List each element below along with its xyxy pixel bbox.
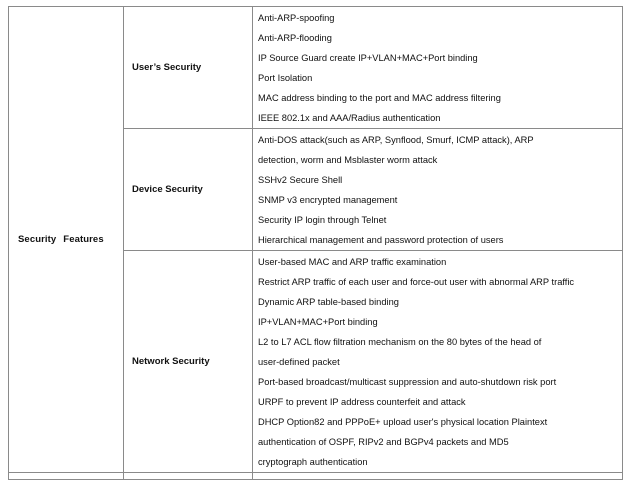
- table-row-users-security: [9, 7, 623, 129]
- detail-line: Hierarchical management and password protection of users: [258, 235, 504, 245]
- feature-category-label-word2: Features: [63, 234, 104, 245]
- group-details-cell: [253, 7, 623, 129]
- detail-line: Anti-ARP-spoofing: [258, 13, 335, 23]
- detail-line: User-based MAC and ARP traffic examination: [258, 257, 447, 267]
- group-name-label: User’s Security: [132, 62, 202, 73]
- detail-line: Anti-ARP-flooding: [258, 33, 332, 43]
- group-name-cell: [124, 7, 253, 129]
- detail-line: cryptograph authentication: [258, 457, 368, 467]
- security-features-table: [8, 6, 623, 480]
- detail-line: Port Isolation: [258, 73, 313, 83]
- detail-line: authentication of OSPF, RIPv2 and BGPv4 packets and MD5: [258, 437, 509, 447]
- detail-line: SSHv2 Secure Shell: [258, 175, 343, 185]
- detail-line: Anti-DOS attack(such as ARP, Synflood, Smurf, ICMP attack), ARP: [258, 135, 534, 145]
- group-name-label: Network Security: [132, 356, 210, 367]
- detail-line: Restrict ARP traffic of each user and force-out user with abnormal ARP traffic: [258, 277, 575, 287]
- detail-line: IEEE 802.1x and AAA/Radius authentication: [258, 113, 441, 123]
- detail-line: SNMP v3 encrypted management: [258, 195, 398, 205]
- detail-line: Port-based broadcast/multicast suppression and auto-shutdown risk port: [258, 377, 557, 387]
- detail-line: Security IP login through Telnet: [258, 215, 387, 225]
- detail-line: DHCP Option82 and PPPoE+ upload user's physical location Plaintext: [258, 417, 548, 427]
- detail-line: user-defined packet: [258, 357, 340, 367]
- group-name-label: Device Security: [132, 184, 203, 195]
- detail-line: MAC address binding to the port and MAC address filtering: [258, 93, 501, 103]
- feature-category-cell: [9, 7, 124, 473]
- group-name-cell: [124, 251, 253, 473]
- group-details-cell: [253, 251, 623, 473]
- detail-line: URPF to prevent IP address counterfeit and attack: [258, 397, 466, 407]
- detail-line: IP+VLAN+MAC+Port binding: [258, 317, 378, 327]
- detail-line: Dynamic ARP table-based binding: [258, 297, 399, 307]
- group-details-cell: [253, 129, 623, 251]
- feature-category-label-word1: Security: [18, 234, 57, 245]
- detail-line: detection, worm and Msblaster worm attack: [258, 155, 438, 165]
- group-name-cell: [124, 129, 253, 251]
- detail-line: L2 to L7 ACL flow filtration mechanism on the 80 bytes of the head of: [258, 337, 542, 347]
- detail-line: IP Source Guard create IP+VLAN+MAC+Port binding: [258, 53, 478, 63]
